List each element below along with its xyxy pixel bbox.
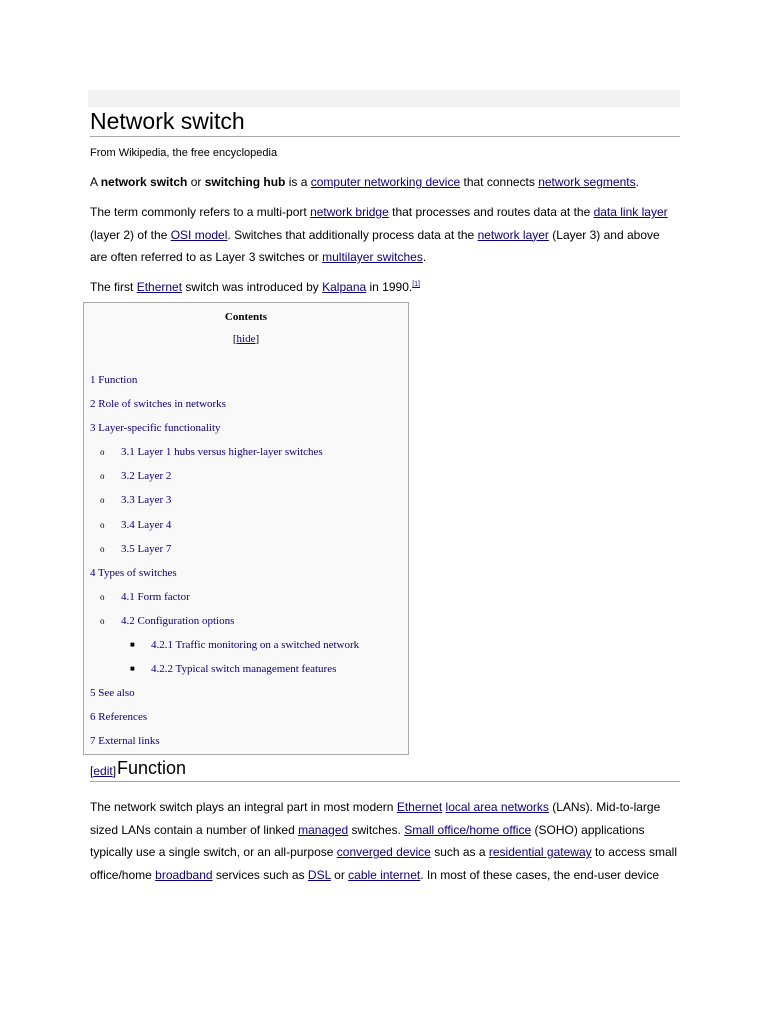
toc-item	[84, 707, 408, 731]
hollow-bullet-icon: o	[100, 519, 105, 530]
toc-item	[84, 515, 408, 539]
text: such as a	[430, 845, 489, 859]
toc-link-references[interactable]: 6 References	[90, 711, 148, 724]
hollow-bullet-icon: o	[100, 471, 105, 482]
text: services such as	[212, 867, 308, 882]
text: is a	[285, 175, 311, 189]
bold-term: switching hub	[204, 175, 286, 189]
link-computer-networking-device[interactable]: computer networking device	[310, 175, 461, 189]
link-soho[interactable]: Small office/home office	[404, 822, 532, 837]
toc-link-configuration[interactable]: 4.2 Configuration options	[121, 614, 235, 627]
toc-item	[84, 539, 408, 563]
toc-item	[84, 370, 408, 394]
toc-link-role[interactable]: 2 Role of switches in networks	[90, 398, 226, 411]
bracket: [	[232, 333, 237, 345]
text: switches.	[348, 822, 405, 837]
toc-link-layer1-hubs[interactable]: 3.1 Layer 1 hubs versus higher-layer switches	[121, 446, 323, 459]
toc-item	[84, 611, 408, 635]
hollow-bullet-icon: o	[100, 543, 105, 554]
text: or	[187, 175, 205, 189]
link-residential-gateway[interactable]: residential gateway	[488, 845, 592, 859]
reference-link[interactable]: [1]	[412, 281, 421, 288]
text: The network switch plays an integral part in most modern	[90, 800, 397, 814]
toc-link-management-features[interactable]: 4.2.2 Typical switch management features	[151, 663, 337, 676]
text: A	[90, 175, 101, 189]
text: The term commonly refers to a multi-port	[90, 205, 311, 219]
bold-term: network switch	[100, 175, 188, 189]
link-managed[interactable]: managed	[298, 822, 349, 837]
toc-link-see-also[interactable]: 5 See also	[90, 687, 135, 700]
link-cable-internet[interactable]: cable internet	[348, 867, 421, 882]
toc-item	[84, 635, 408, 659]
square-bullet-icon: ■	[130, 640, 135, 650]
link-local-area-networks[interactable]: local area networks	[445, 800, 549, 814]
toc-link-function[interactable]: 1 Function	[90, 374, 138, 386]
edit-link[interactable]: edit	[93, 764, 113, 778]
bracket: ]	[112, 764, 117, 778]
text: switch was introduced by	[182, 280, 323, 294]
toc-list	[84, 370, 408, 756]
text: .	[635, 175, 639, 189]
intro-paragraph-3	[90, 276, 680, 299]
link-ethernet[interactable]: Ethernet	[136, 280, 183, 294]
link-network-bridge[interactable]: network bridge	[310, 205, 389, 219]
text: that processes and routes data at the	[388, 205, 594, 219]
toc-link-traffic-monitoring[interactable]: 4.2.1 Traffic monitoring on a switched network	[151, 639, 360, 652]
link-data-link-layer[interactable]: data link layer	[593, 205, 668, 219]
toc-item	[84, 587, 408, 611]
edit-section	[90, 764, 116, 778]
link-broadband[interactable]: broadband	[155, 867, 213, 882]
link-kalpana[interactable]: Kalpana	[322, 280, 367, 294]
intro-paragraph-2	[90, 201, 680, 269]
toc-title: Contents	[224, 311, 268, 323]
hollow-bullet-icon: o	[100, 495, 105, 506]
toc-link-layer-specific[interactable]: 3 Layer-specific functionality	[90, 422, 221, 435]
text: that connects	[460, 175, 539, 189]
hollow-bullet-icon: o	[100, 447, 105, 458]
text: . Switches that additionally process data at the	[227, 227, 478, 242]
link-converged-device[interactable]: converged device	[336, 845, 431, 859]
link-multilayer-switches[interactable]: multilayer switches	[322, 250, 423, 264]
toc-link-types[interactable]: 4 Types of switches	[90, 566, 177, 579]
section-heading-function	[90, 757, 680, 782]
text: . In most of these cases, the end-user device	[420, 867, 660, 882]
toc-item	[84, 659, 408, 683]
toc-link-external-links[interactable]: 7 External links	[90, 735, 160, 748]
hollow-bullet-icon: o	[100, 615, 105, 626]
toc-item	[84, 731, 408, 755]
hollow-bullet-icon: o	[100, 591, 105, 602]
text: or	[330, 867, 349, 882]
toc-item	[84, 466, 408, 490]
link-osi-model[interactable]: OSI model	[170, 227, 228, 242]
toc-item	[84, 418, 408, 442]
link-ethernet[interactable]: Ethernet	[396, 800, 443, 814]
bracket: ]	[255, 333, 260, 345]
text: The first	[90, 280, 137, 294]
toc-hide-toggle	[84, 333, 408, 345]
page-title: Network switch	[90, 107, 680, 137]
link-network-segments[interactable]: network segments	[538, 175, 636, 189]
text: (layer 2) of the	[90, 227, 171, 242]
link-dsl[interactable]: DSL	[307, 867, 331, 882]
toc-link-form-factor[interactable]: 4.1 Form factor	[121, 590, 190, 603]
text: (LANs). Mid-to-large sized LANs contain a number of linked	[90, 800, 661, 837]
section-title: Function	[117, 758, 187, 778]
text: (Layer 3) and above are often referred to as Layer 3 switches or	[90, 227, 660, 264]
text: .	[422, 250, 427, 264]
toc-item	[84, 683, 408, 707]
toc-link-layer3[interactable]: 3.3 Layer 3	[121, 494, 172, 507]
toc-hide-link[interactable]: hide	[236, 333, 256, 345]
toc-link-layer4[interactable]: 3.4 Layer 4	[121, 518, 172, 531]
site-subtitle: From Wikipedia, the free encyclopedia	[90, 147, 278, 159]
intro-paragraph-1	[90, 171, 680, 194]
top-bar	[88, 90, 680, 107]
text: to access small office/home	[90, 845, 677, 882]
square-bullet-icon: ■	[130, 664, 135, 674]
toc-item	[84, 490, 408, 514]
toc-item	[84, 394, 408, 418]
toc-item	[84, 442, 408, 466]
bracket: [	[90, 764, 94, 778]
link-network-layer[interactable]: network layer	[477, 227, 549, 242]
text: (SOHO) applications typically use a single switch, or an all-purpose	[90, 822, 645, 859]
text: in 1990.	[366, 280, 413, 294]
toc-link-layer2[interactable]: 3.2 Layer 2	[121, 470, 172, 483]
function-paragraph	[90, 796, 680, 886]
toc-item	[84, 563, 408, 587]
table-of-contents	[83, 302, 409, 755]
toc-link-layer7[interactable]: 3.5 Layer 7	[121, 542, 172, 555]
